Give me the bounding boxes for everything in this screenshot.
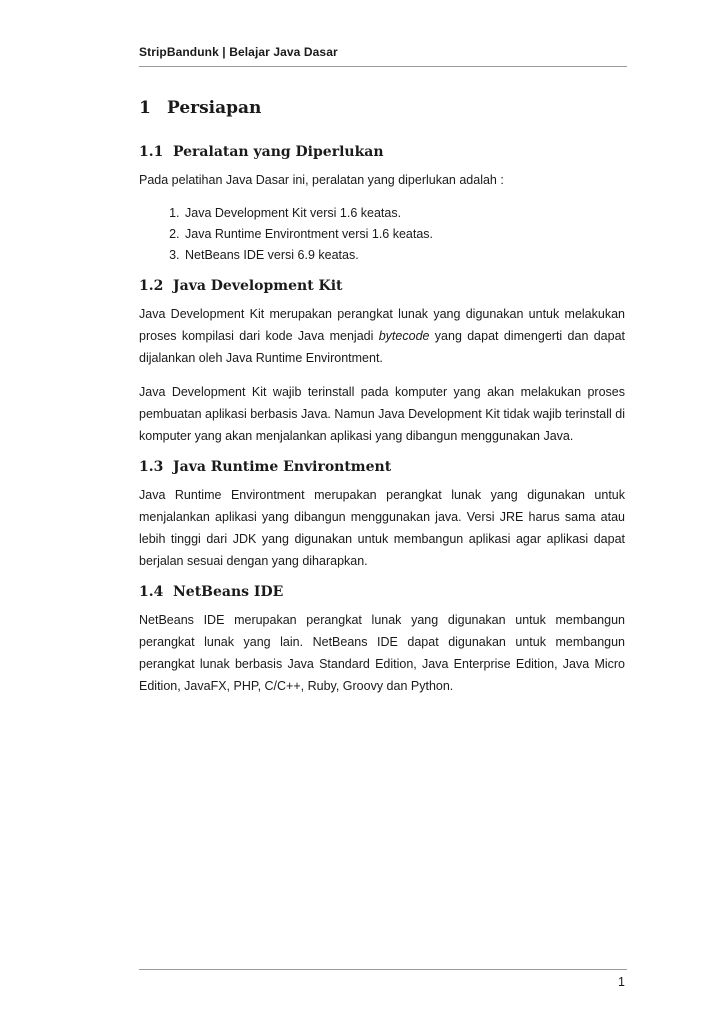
chapter-heading	[139, 98, 625, 118]
section-title: Java Development Kit	[173, 278, 343, 294]
section-1-2	[139, 278, 625, 447]
section-title: Java Runtime Environtment	[173, 459, 392, 475]
section-number: 1.3	[139, 459, 164, 475]
list-item: 1. Java Development Kit versi 1.6 keatas.	[183, 203, 625, 224]
section-number: 1.1	[139, 144, 164, 160]
paragraph: Java Runtime Environtment merupakan perangkat lunak yang digunakan untuk menjalankan aplikasi yang dibangun menggunakan java. Versi JRE harus sama atau lebih tinggi dari JDK yang digunakan untuk membangun aplikasi agar aplikasi dapat berjalan sesuai dengan yang diharapkan.	[139, 488, 625, 568]
section-heading	[139, 584, 625, 600]
paragraph-text: yang dapat dimengerti dan dapat dijalankan oleh Java Runtime Environtment.	[139, 329, 626, 365]
section-heading	[139, 278, 625, 294]
running-header: StripBandunk | Belajar Java Dasar	[139, 45, 338, 59]
footer-divider	[139, 969, 627, 970]
section-1-1	[139, 144, 625, 266]
list-item: 3. NetBeans IDE versi 6.9 keatas.	[183, 245, 625, 266]
chapter-number: 1	[139, 98, 151, 118]
paragraph: NetBeans IDE merupakan perangkat lunak yang digunakan untuk membangun perangkat lunak yang lain. NetBeans IDE dapat digunakan untuk membangun perangkat lunak berbasis Java Standard Edition, Java Enterprise Edition, Java Micro Edition, JavaFX, PHP, C/C++, Ruby, Groovy dan Python.	[139, 613, 625, 693]
numbered-list	[139, 203, 625, 266]
section-number: 1.4	[139, 584, 164, 600]
document-body	[139, 98, 625, 709]
paragraph	[139, 303, 625, 369]
emphasis-term: bytecode	[378, 329, 430, 343]
paragraph: Java Development Kit wajib terinstall pada komputer yang akan melakukan proses pembuatan aplikasi berbasis Java. Namun Java Development Kit tidak wajib terinstall di komputer yang akan menjalankan aplikasi yang dibangun menggunakan Java.	[139, 385, 625, 443]
section-number: 1.2	[139, 278, 164, 294]
section-title: Peralatan yang Diperlukan	[173, 144, 384, 160]
section-title: NetBeans IDE	[173, 584, 284, 600]
page-number: 1	[618, 975, 625, 989]
paragraph-text: Java Development Kit merupakan perangkat lunak yang digunakan untuk melakukan proses kompilasi dari kode Java menjadi	[139, 307, 625, 343]
chapter-title: Persiapan	[167, 98, 262, 118]
header-divider	[139, 66, 627, 67]
section-heading	[139, 144, 625, 160]
section-1-3	[139, 459, 625, 572]
section-1-4	[139, 584, 625, 697]
paragraph: Pada pelatihan Java Dasar ini, peralatan yang diperlukan adalah :	[139, 173, 504, 187]
list-item: 2. Java Runtime Environtment versi 1.6 keatas.	[183, 224, 625, 245]
section-heading	[139, 459, 625, 475]
